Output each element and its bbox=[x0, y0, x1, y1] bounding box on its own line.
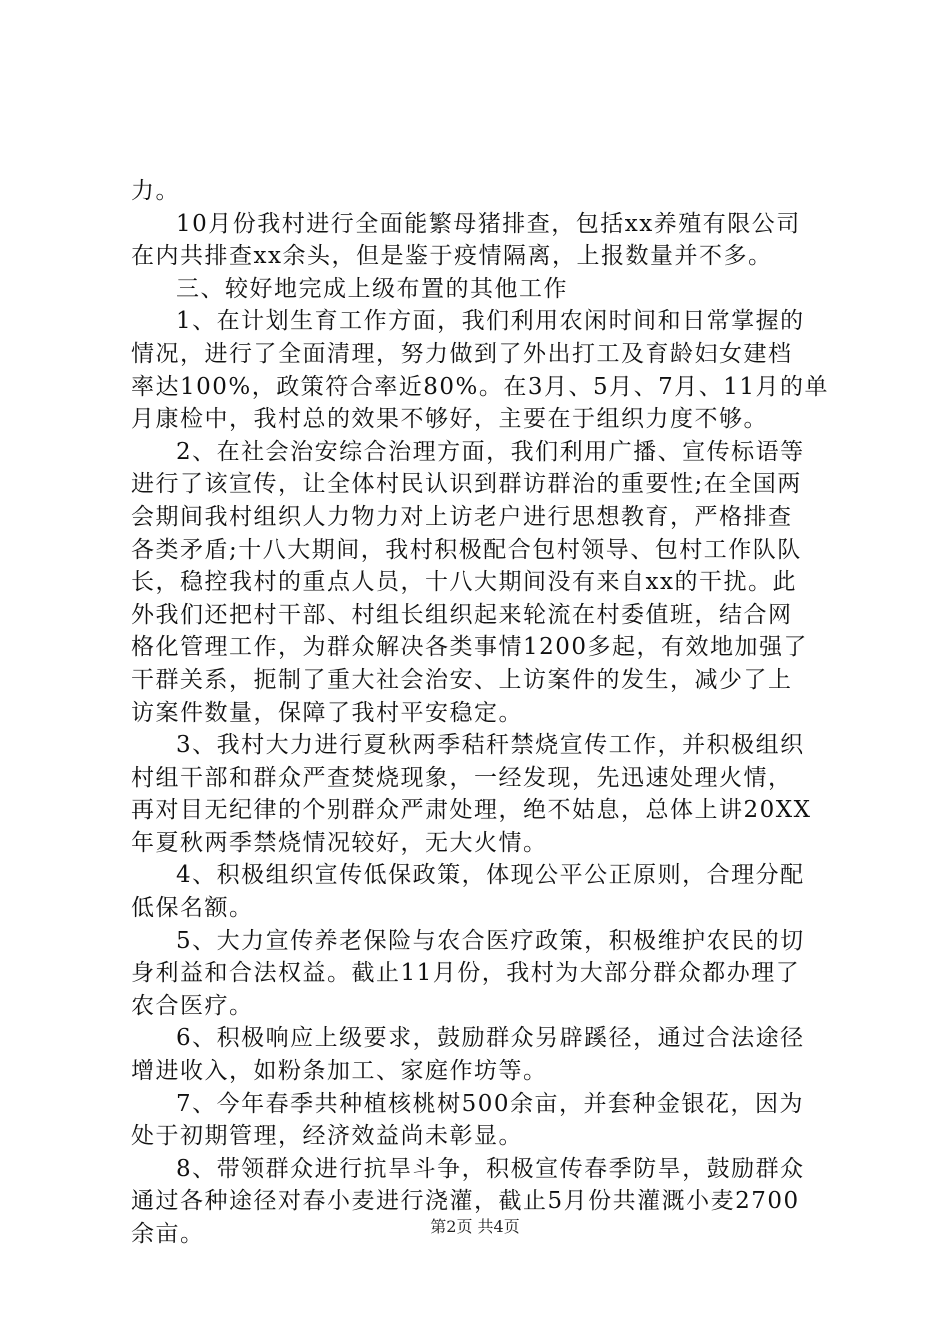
text-line: 余亩。 bbox=[131, 1221, 205, 1247]
text-line: 10月份我村进行全面能繁母猪排查，包括xx养殖有限公司 bbox=[176, 210, 801, 237]
text-line: 年夏秋两季禁烧情况较好，无大火情。 bbox=[131, 829, 548, 856]
text-line: 访案件数量，保障了我村平安稳定。 bbox=[131, 699, 523, 726]
document-body bbox=[131, 175, 831, 1251]
text-line: 月康检中，我村总的效果不够好，主要在于组织力度不够。 bbox=[131, 406, 768, 433]
text-line: 身利益和合法权益。截止11月份，我村为大部分群众都办理了 bbox=[131, 960, 801, 987]
text-line: 通过各种途径对春小麦进行浇灌，截止5月份共灌溉小麦2700 bbox=[131, 1188, 800, 1215]
text-line: 5、大力宣传养老保险与农合医疗政策，积极维护农民的切 bbox=[176, 927, 805, 954]
text-line: 村组干部和群众严查焚烧现象，一经发现，先迅速处理火情， bbox=[131, 764, 793, 791]
text-line: 3、我村大力进行夏秋两季秸秆禁烧宣传工作，并积极组织 bbox=[176, 732, 805, 759]
text-line: 6、积极响应上级要求，鼓励群众另辟蹊径，通过合法途径 bbox=[176, 1025, 805, 1052]
text-line: 干群关系，扼制了重大社会治安、上访案件的发生，减少了上 bbox=[131, 666, 793, 693]
text-line: 在内共排查xx余头，但是鉴于疫情隔离，上报数量并不多。 bbox=[131, 243, 773, 270]
text-line: 1、在计划生育工作方面，我们利用农闲时间和日常掌握的 bbox=[176, 308, 805, 335]
text-line: 增进收入，如粉条加工、家庭作坊等。 bbox=[131, 1058, 548, 1085]
text-line: 长，稳控我村的重点人员，十八大期间没有来自xx的干扰。此 bbox=[131, 569, 797, 596]
text-line: 8、带领群众进行抗旱斗争，积极宣传春季防旱，鼓励群众 bbox=[176, 1155, 805, 1182]
text-line: 三、较好地完成上级布置的其他工作 bbox=[176, 275, 568, 302]
text-line: 农合医疗。 bbox=[131, 992, 254, 1019]
text-line: 低保名额。 bbox=[131, 895, 254, 922]
text-line: 会期间我村组织人力物力对上访老户进行思想教育，严格排查 bbox=[131, 503, 793, 530]
text-line: 格化管理工作，为群众解决各类事情1200多起，有效地加强了 bbox=[131, 634, 809, 661]
page-footer: 第2页 共4页 bbox=[430, 1217, 520, 1236]
text-line: 7、今年春季共种植核桃树500余亩，并套种金银花，因为 bbox=[176, 1090, 805, 1117]
text-line: 处于初期管理，经济效益尚未彰显。 bbox=[131, 1123, 523, 1150]
text-line: 率达100%，政策符合率近80%。在3月、5月、7月、11月的单 bbox=[131, 373, 830, 400]
text-line: 各类矛盾;十八大期间，我村积极配合包村领导、包村工作队队 bbox=[131, 536, 802, 563]
text-line: 进行了该宣传，让全体村民认识到群访群治的重要性;在全国两 bbox=[131, 471, 802, 498]
text-line: 再对目无纪律的个别群众严肃处理，绝不姑息，总体上讲20XX bbox=[131, 797, 812, 824]
text-line: 情况，进行了全面清理，努力做到了外出打工及育龄妇女建档 bbox=[131, 340, 793, 367]
text-line: 4、积极组织宣传低保政策，体现公平公正原则，合理分配 bbox=[176, 862, 805, 889]
text-line: 外我们还把村干部、村组长组织起来轮流在村委值班，结合网 bbox=[131, 601, 793, 628]
text-line: 2、在社会治安综合治理方面，我们利用广播、宣传标语等 bbox=[176, 438, 805, 465]
text-line: 力。 bbox=[131, 178, 180, 204]
